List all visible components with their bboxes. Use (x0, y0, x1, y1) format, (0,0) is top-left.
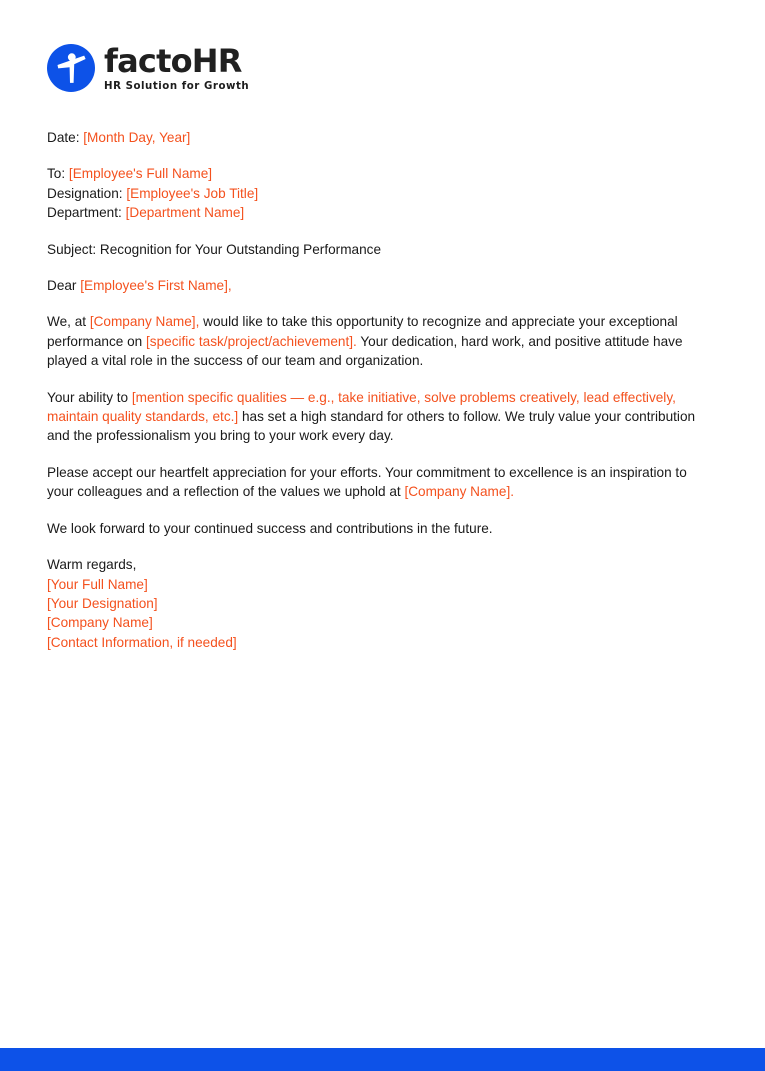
p1-placeholder-company: [Company Name], (89, 314, 200, 330)
signature-designation: [Your Designation] (47, 595, 158, 611)
footer-bar (0, 1048, 765, 1071)
logo-text-group (104, 44, 249, 93)
date-value: [Month Day, Year] (83, 130, 191, 145)
salutation-value: [Employee's First Name], (80, 278, 232, 294)
logo-tagline: HR Solution for Growth (104, 81, 250, 92)
designation-line (47, 184, 712, 203)
date-block (47, 128, 712, 147)
to-value: [Employee's Full Name] (68, 166, 213, 182)
person-figure-icon (47, 44, 95, 92)
paragraph-2-text (47, 388, 712, 446)
signature-name: [Your Full Name] (47, 576, 148, 592)
p1-placeholder-achievement: [specific task/project/achievement]. (146, 333, 357, 349)
p2-placeholder-qualities: [mention specific qualities — e.g., take initiative, solve problems creatively, lead effectively, maintain quality standards, etc.] (47, 389, 676, 425)
salutation-block (47, 276, 712, 295)
date-line (47, 128, 712, 147)
paragraph-1-text (47, 312, 712, 370)
p3-placeholder-company: [Company Name]. (404, 484, 514, 500)
signature-contact: [Contact Information, if needed] (47, 634, 237, 650)
factohr-logo (47, 44, 249, 93)
to-line (47, 164, 712, 183)
paragraph-1 (47, 312, 712, 370)
letter-body (47, 128, 712, 652)
paragraph-3-text (47, 463, 712, 502)
signature-company: [Company Name] (47, 615, 153, 631)
subject-block (47, 240, 712, 259)
designation-value: [Employee's Job Title] (126, 185, 259, 201)
salutation-label: Dear (47, 278, 77, 294)
date-label: Date: (47, 130, 80, 145)
salutation-line (47, 276, 712, 295)
designation-label: Designation: (47, 185, 123, 201)
paragraph-4-text: We look forward to your continued success and contributions in the future. (47, 520, 493, 536)
department-line (47, 203, 712, 222)
signature-block (47, 555, 712, 652)
p2-seg1: Your ability to (47, 389, 132, 405)
paragraph-2 (47, 388, 712, 446)
p1-seg1: We, at (47, 314, 90, 330)
p1-seg2: would like to take this opportunity to recognize and appreciate your exceptional performance on (47, 314, 678, 349)
p1-seg3: Your dedication, hard work, and positive attitude have played a vital role in the success of our team and organization. (47, 333, 683, 369)
recipient-block (47, 164, 712, 222)
paragraph-4 (47, 519, 712, 538)
closing-line: Warm regards, (47, 557, 137, 573)
department-value: [Department Name] (125, 205, 245, 221)
department-label: Department: (47, 205, 122, 221)
p2-seg2: has set a high standard for others to follow. We truly value your contribution and the professionalism you bring to your work every day. (47, 409, 696, 444)
paragraph-3 (47, 463, 712, 502)
p3-seg1: Please accept our heartfelt appreciation for your efforts. Your commitment to excellence is an inspiration to your colleagues and a reflection of the values we uphold at (47, 464, 687, 500)
logo-wordmark: factoHR (104, 42, 242, 80)
to-label: To: (47, 166, 66, 182)
subject-line: Subject: Recognition for Your Outstanding Performance (47, 241, 382, 257)
